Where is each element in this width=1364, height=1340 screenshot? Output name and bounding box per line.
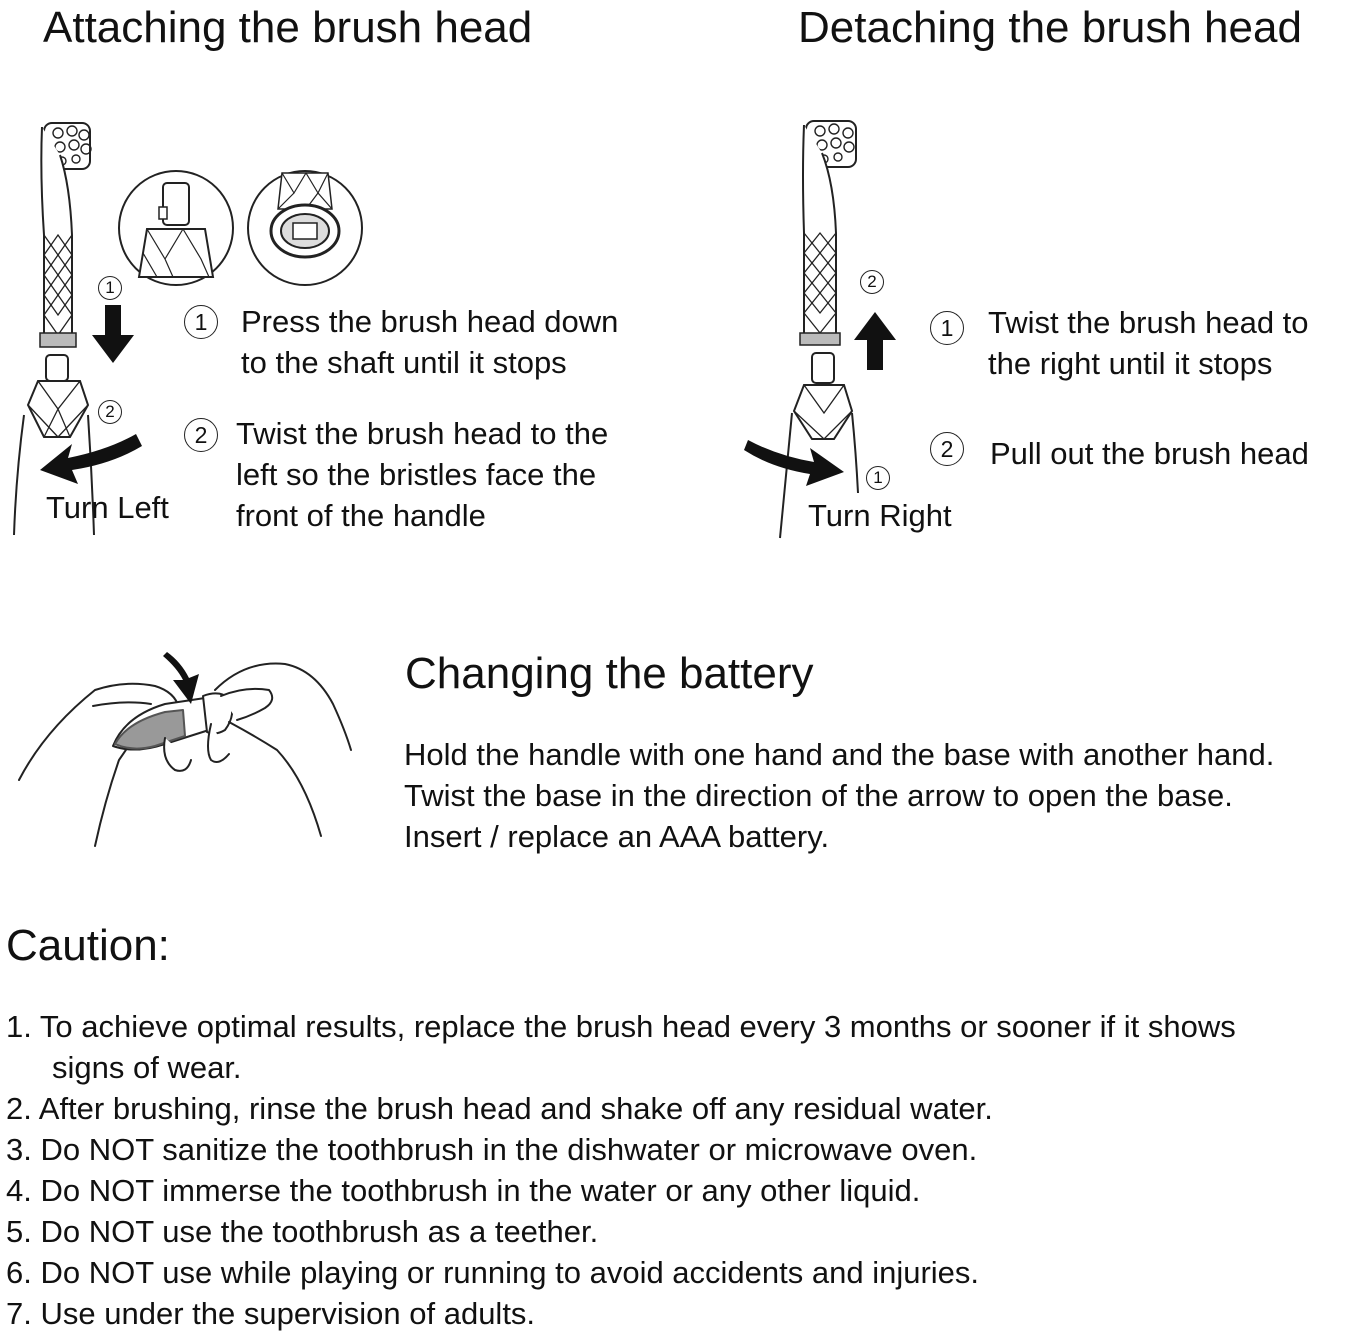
attach-arrow-number-2: 2: [98, 400, 122, 424]
caution-item-5: 5. Do NOT use the toothbrush as a teether.: [6, 1214, 599, 1249]
turn-left-label: Turn Left: [46, 490, 169, 525]
detach-title: Detaching the brush head: [798, 3, 1302, 52]
battery-line-2: Twist the base in the direction of the arrow to open the base.: [404, 778, 1233, 813]
caution-title: Caution:: [6, 921, 170, 970]
attach-step-2-number: 2: [184, 418, 218, 452]
caution-item-1-continued: signs of wear.: [52, 1050, 242, 1085]
caution-item-6: 6. Do NOT use while playing or running to avoid accidents and injuries.: [6, 1255, 980, 1290]
detach-arrow-number-2: 2: [860, 270, 884, 294]
caution-item-2: 2. After brushing, rinse the brush head and shake off any residual water.: [6, 1091, 993, 1126]
attach-step-2-line-2: left so the bristles face the: [236, 457, 597, 492]
attach-step-2-line-1: Twist the brush head to the: [236, 416, 609, 451]
detach-step-2-line-1: Pull out the brush head: [990, 436, 1309, 471]
shaft-detail-circle-icon: [117, 169, 235, 287]
detach-step-1-line-1: Twist the brush head to: [988, 305, 1309, 340]
caution-list: [6, 1006, 1362, 1334]
caution-item-4: 4. Do NOT immerse the toothbrush in the water or any other liquid.: [6, 1173, 921, 1208]
battery-line-3: Insert / replace an AAA battery.: [404, 819, 830, 854]
attach-title: Attaching the brush head: [43, 3, 533, 52]
detach-step-1-line-2: the right until it stops: [988, 346, 1273, 381]
head-socket-detail-circle-icon: [246, 169, 364, 287]
detach-step-2-number: 2: [930, 432, 964, 466]
detach-step-1-number: 1: [930, 311, 964, 345]
attach-step-1-line-1: Press the brush head down: [241, 304, 619, 339]
attach-step-2-line-3: front of the handle: [236, 498, 486, 533]
battery-line-1: Hold the handle with one hand and the base with another hand.: [404, 737, 1275, 772]
turn-right-label: Turn Right: [808, 498, 952, 533]
caution-item-1: 1. To achieve optimal results, replace the brush head every 3 months or sooner if it shows: [6, 1009, 1236, 1044]
attach-step-1-number: 1: [184, 305, 218, 339]
hands-battery-illustration: [15, 650, 355, 850]
battery-title: Changing the battery: [405, 649, 814, 698]
detach-arrow-number-1: 1: [866, 466, 890, 490]
up-arrow-icon: [850, 310, 900, 370]
attach-step-1-line-2: to the shaft until it stops: [241, 345, 567, 380]
attach-arrow-number-1: 1: [98, 276, 122, 300]
caution-item-7: 7. Use under the supervision of adults.: [6, 1296, 536, 1331]
turn-right-arrow-icon: [744, 432, 854, 492]
down-arrow-icon: [88, 305, 138, 365]
turn-left-arrow-icon: [38, 430, 148, 490]
caution-item-3: 3. Do NOT sanitize the toothbrush in the dishwater or microwave oven.: [6, 1132, 978, 1167]
